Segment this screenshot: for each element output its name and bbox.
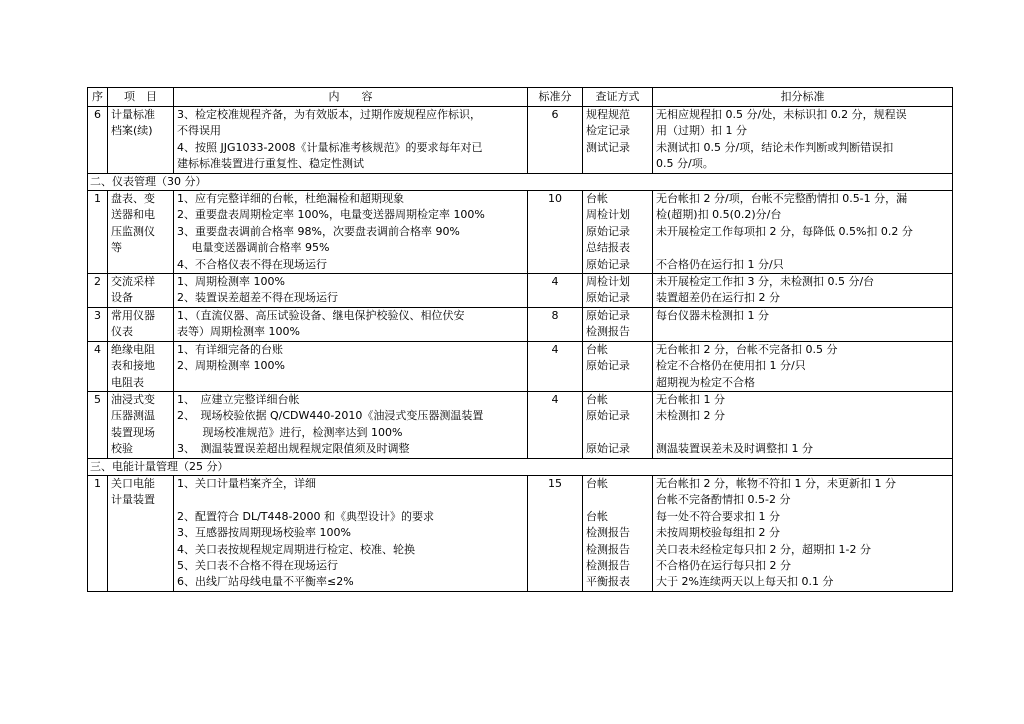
cell-line <box>656 240 949 256</box>
row-deduction <box>653 307 953 341</box>
row-content <box>174 391 528 458</box>
cell-line: 油浸式变 <box>111 392 155 406</box>
cell-line: 原始记录 <box>586 257 630 271</box>
cell-line: 台帐不完备酌情扣 0.5-2 分 <box>656 493 791 507</box>
row-method <box>583 191 653 274</box>
row-standard: 4 <box>528 391 583 458</box>
cell-line: 台帐 <box>586 509 608 523</box>
cell-line: 超期视为检定不合格 <box>656 375 755 389</box>
cell-line: 2、装置误差超差不得在现场运行 <box>177 291 338 305</box>
header-deduction: 扣分标准 <box>653 88 953 107</box>
cell-line: 测温装置误差未及时调整扣 1 分 <box>656 442 813 456</box>
section-heading-row <box>88 173 953 190</box>
cell-line <box>177 492 524 508</box>
row-content <box>174 475 528 591</box>
cell-line: 5、关口表不合格不得在现场运行 <box>177 558 338 572</box>
cell-line: 检测报告 <box>586 325 630 339</box>
row-seq: 2 <box>88 274 108 308</box>
cell-line: 等 <box>111 241 122 255</box>
table-row <box>88 391 953 458</box>
row-method <box>583 274 653 308</box>
cell-line: 周检计划 <box>586 275 630 289</box>
cell-line: 原始记录 <box>586 291 630 305</box>
cell-line: 2、重要盘表周期检定率 100%，电量变送器周期检定率 100% <box>177 208 485 222</box>
row-standard: 6 <box>528 107 583 174</box>
row-item <box>108 391 174 458</box>
cell-line: 电量变送器调前合格率 95% <box>177 241 330 255</box>
cell-line: 仪表 <box>111 325 133 339</box>
cell-line <box>656 425 949 441</box>
cell-line: 4、关口表按规程规定周期进行检定、校准、轮换 <box>177 542 415 556</box>
cell-line: 3、互感器按周期现场校验率 100% <box>177 526 351 540</box>
row-deduction <box>653 274 953 308</box>
row-deduction <box>653 107 953 174</box>
cell-line: 台帐 <box>586 192 608 206</box>
cell-line: 计量装置 <box>111 493 155 507</box>
cell-line: 不合格仍在运行扣 1 分/只 <box>656 257 784 271</box>
cell-line: 原始记录 <box>586 308 630 322</box>
cell-line: 3、检定校准规程齐备，为有效版本，过期作废规程应作标识， <box>177 108 481 121</box>
cell-line: 检定记录 <box>586 124 630 138</box>
header-item: 项 目 <box>108 88 174 107</box>
cell-line: 盘表、变 <box>111 192 155 206</box>
row-standard: 15 <box>528 475 583 591</box>
section-heading: 三、电能计量管理（25 分） <box>88 458 953 475</box>
cell-line: 不得误用 <box>177 124 221 138</box>
cell-line: 交流采样 <box>111 275 155 289</box>
cell-line: 3、重要盘表调前合格率 98%，次要盘表调前合格率 90% <box>177 224 460 238</box>
cell-line: 无台帐扣 2 分，台帐不完备扣 0.5 分 <box>656 342 838 356</box>
cell-line: 无相应规程扣 0.5 分/处，未标识扣 0.2 分，规程误 <box>656 108 907 121</box>
row-item <box>108 191 174 274</box>
cell-line: 台帐 <box>586 342 608 356</box>
cell-line: 2、配置符合 DL/T448-2000 和《典型设计》的要求 <box>177 509 434 523</box>
row-method <box>583 107 653 174</box>
section-heading: 二、仪表管理（30 分） <box>88 173 953 190</box>
row-item <box>108 341 174 391</box>
cell-line: 大于 2%连续两天以上每天扣 0.1 分 <box>656 575 834 589</box>
cell-line: 计量标准 <box>111 108 155 121</box>
cell-line: 台帐 <box>586 392 608 406</box>
cell-line: 现场校准规范》进行，检测率达到 100% <box>177 425 403 439</box>
row-item <box>108 475 174 591</box>
cell-line: 未检测扣 2 分 <box>656 409 725 423</box>
cell-line: 表和接地 <box>111 359 155 373</box>
row-deduction <box>653 391 953 458</box>
table-body <box>88 107 953 592</box>
cell-line: 用（过期）扣 1 分 <box>656 124 747 138</box>
cell-line: 常用仪器 <box>111 308 155 322</box>
row-deduction <box>653 475 953 591</box>
row-deduction <box>653 191 953 274</box>
cell-line: 原始记录 <box>586 359 630 373</box>
cell-line: 每台仪器未检测扣 1 分 <box>656 308 769 322</box>
cell-line: 总结报表 <box>586 241 630 255</box>
cell-line: 未开展检定工作每项扣 2 分，每降低 0.5%扣 0.2 分 <box>656 224 913 238</box>
header-standard: 标准分 <box>528 88 583 107</box>
row-seq: 6 <box>88 107 108 174</box>
cell-line: 1、（直流仪器、高压试验设备、继电保护校验仪、相位伏安 <box>177 308 465 322</box>
row-seq: 3 <box>88 307 108 341</box>
cell-line: 检测报告 <box>586 542 630 556</box>
cell-line: 4、按照 JJG1033-2008《计量标准考核规范》的要求每年对已 <box>177 140 483 154</box>
cell-line: 2、 现场校验依据 Q/CDW440-2010《油浸式变压器测温装置 <box>177 409 484 423</box>
row-content <box>174 107 528 174</box>
cell-line: 1、周期检测率 100% <box>177 275 285 289</box>
assessment-sheet <box>87 87 952 592</box>
row-item <box>108 307 174 341</box>
header-seq: 序 <box>88 88 108 107</box>
cell-line: 关口表未经检定每只扣 2 分，超期扣 1-2 分 <box>656 542 871 556</box>
cell-line: 检(超期)扣 0.5(0.2)分/台 <box>656 208 782 222</box>
table-row <box>88 307 953 341</box>
cell-line: 无台帐扣 2 分，帐物不符扣 1 分，未更新扣 1 分 <box>656 476 896 490</box>
cell-line: 平衡报表 <box>586 575 630 589</box>
table-row <box>88 475 953 591</box>
cell-line: 未按周期校验每组扣 2 分 <box>656 526 780 540</box>
cell-line: 关口电能 <box>111 476 155 490</box>
row-seq: 4 <box>88 341 108 391</box>
header-content: 内 容 <box>174 88 528 107</box>
row-standard: 4 <box>528 341 583 391</box>
row-method <box>583 341 653 391</box>
cell-line: 无台帐扣 1 分 <box>656 392 725 406</box>
cell-line: 压监测仪 <box>111 224 155 238</box>
table-row <box>88 274 953 308</box>
cell-line: 台帐 <box>586 476 608 490</box>
cell-line: 1、有详细完备的台账 <box>177 342 283 356</box>
table-row <box>88 191 953 274</box>
cell-line: 送器和电 <box>111 208 155 222</box>
cell-line: 原始记录 <box>586 409 630 423</box>
cell-line: 周检计划 <box>586 208 630 222</box>
row-seq: 1 <box>88 475 108 591</box>
cell-line: 1、应有完整详细的台帐，杜绝漏检和超期现象 <box>177 192 404 206</box>
row-method <box>583 307 653 341</box>
cell-line: 装置现场 <box>111 425 155 439</box>
cell-line: 规程规范 <box>586 108 630 121</box>
cell-line: 3、 测温装置误差超出规程规定限值须及时调整 <box>177 442 410 456</box>
cell-line: 无台帐扣 2 分/项，台帐不完整酌情扣 0.5-1 分，漏 <box>656 192 908 206</box>
cell-line: 原始记录 <box>586 442 630 456</box>
cell-line: 检测报告 <box>586 526 630 540</box>
row-standard: 8 <box>528 307 583 341</box>
cell-line: 测试记录 <box>586 140 630 154</box>
cell-line: 电阻表 <box>111 375 144 389</box>
row-item <box>108 274 174 308</box>
section-heading-row <box>88 458 953 475</box>
cell-line: 检定不合格仍在使用扣 1 分/只 <box>656 359 806 373</box>
cell-line: 检测报告 <box>586 558 630 572</box>
cell-line: 压器测温 <box>111 409 155 423</box>
cell-line: 建标标准装置进行重复性、稳定性测试 <box>177 157 364 171</box>
row-method <box>583 391 653 458</box>
assessment-table <box>87 87 953 592</box>
row-content <box>174 274 528 308</box>
cell-line: 设备 <box>111 291 133 305</box>
cell-line: 0.5 分/项。 <box>656 157 714 171</box>
cell-line <box>586 492 649 508</box>
cell-line: 绝缘电阻 <box>111 342 155 356</box>
cell-line: 未测试扣 0.5 分/项，结论未作判断或判断错误扣 <box>656 140 894 154</box>
cell-line: 不合格仍在运行每只扣 2 分 <box>656 558 791 572</box>
row-item <box>108 107 174 174</box>
cell-line: 档案(续) <box>111 124 153 138</box>
cell-line: 表等）周期检测率 100% <box>177 325 300 339</box>
row-standard: 4 <box>528 274 583 308</box>
row-method <box>583 475 653 591</box>
cell-line <box>586 425 649 441</box>
cell-line: 2、周期检测率 100% <box>177 359 285 373</box>
row-seq: 5 <box>88 391 108 458</box>
cell-line: 6、出线厂站母线电量不平衡率≤2% <box>177 575 354 589</box>
row-standard: 10 <box>528 191 583 274</box>
row-content <box>174 307 528 341</box>
cell-line: 4、不合格仪表不得在现场运行 <box>177 257 327 271</box>
table-header-row <box>88 88 953 107</box>
row-content <box>174 191 528 274</box>
table-row <box>88 341 953 391</box>
table-row <box>88 107 953 174</box>
header-method: 查证方式 <box>583 88 653 107</box>
row-deduction <box>653 341 953 391</box>
cell-line: 装置超差仍在运行扣 2 分 <box>656 291 780 305</box>
cell-line: 校验 <box>111 442 133 456</box>
row-seq: 1 <box>88 191 108 274</box>
row-content <box>174 341 528 391</box>
cell-line: 原始记录 <box>586 224 630 238</box>
cell-line: 1、关口计量档案齐全，详细 <box>177 476 316 490</box>
cell-line: 每一处不符合要求扣 1 分 <box>656 509 780 523</box>
cell-line: 未开展检定工作扣 3 分，未检测扣 0.5 分/台 <box>656 275 875 289</box>
cell-line: 1、 应建立完整详细台帐 <box>177 392 300 406</box>
